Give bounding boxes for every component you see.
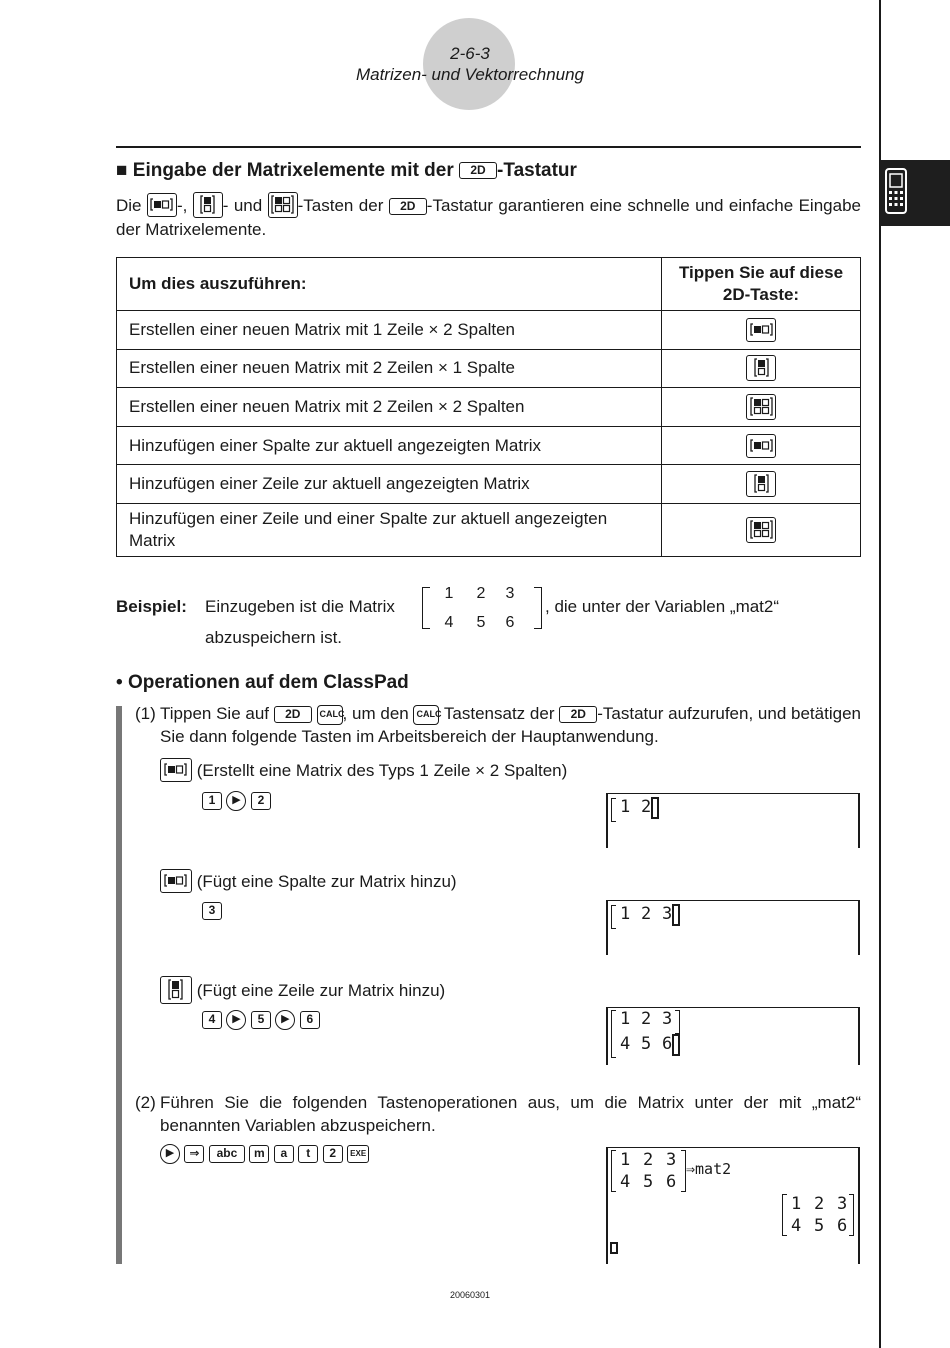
calculator-icon: [880, 160, 950, 226]
matrix-value: 6: [505, 614, 515, 631]
table-row: [117, 349, 861, 388]
screen-value: 2: [643, 1150, 654, 1170]
intro-text: - und: [222, 196, 263, 215]
screen-value: 2: [641, 797, 652, 817]
table-row: [117, 503, 861, 556]
cursor: [610, 1242, 618, 1254]
substep-caption: [160, 758, 567, 782]
matrix-value: 4: [444, 614, 454, 631]
matrix-1x2-icon: [147, 193, 177, 217]
table-cell-action: Hinzufügen einer Zeile zur aktuell angezeigten Matrix: [117, 465, 662, 504]
matrix-2x2-icon: [746, 394, 776, 420]
matrix-2x1-icon: [746, 355, 776, 381]
matrix-bracket-left: [422, 587, 430, 629]
screen-value: 1: [791, 1194, 802, 1214]
step-text: Tastensatz der: [443, 704, 555, 723]
matrix-value: 2: [476, 585, 486, 602]
screen-bracket-left: [782, 1194, 787, 1236]
key-right-arrow-icon: ▶: [226, 1010, 246, 1030]
table-cell-action: Hinzufügen einer Spalte zur aktuell angezeigten Matrix: [117, 426, 662, 465]
substep-caption: [160, 976, 445, 1004]
square-bullet-icon: ■: [116, 160, 128, 181]
screen-value: 2: [641, 1009, 652, 1029]
key-t: t: [298, 1145, 318, 1163]
heading-text: Eingabe der Matrixelemente mit der: [132, 160, 454, 181]
screen-value: 1: [620, 1150, 631, 1170]
store-target: ⇒mat2: [686, 1160, 732, 1178]
table-header-action: Um dies auszuführen:: [117, 258, 662, 311]
screen-value: 1: [620, 797, 631, 817]
key-2: 2: [323, 1145, 343, 1163]
matrix-value: 1: [444, 585, 454, 602]
key-abc: abc: [209, 1145, 245, 1163]
matrix-2x1-icon: [160, 976, 192, 1004]
matrix-2x1-icon: [193, 192, 223, 218]
table-cell-key: [662, 311, 861, 350]
calculator-screen: [606, 900, 860, 955]
screen-bracket-left: [611, 798, 616, 822]
screen-value: 4: [791, 1216, 802, 1236]
calculator-screen: [606, 793, 860, 848]
example-matrix: [422, 585, 542, 631]
intro-text: -,: [176, 196, 188, 215]
key-6: 6: [300, 1011, 320, 1029]
cursor: [672, 1034, 680, 1056]
screen-value: 2: [641, 904, 652, 924]
screen-value: 6: [837, 1216, 848, 1236]
substep-caption: [160, 869, 457, 893]
round-bullet-icon: •: [116, 672, 123, 693]
matrix-1x2-icon: [160, 758, 192, 782]
key-right-arrow-icon: ▶: [226, 791, 246, 811]
screen-value: 1: [620, 1009, 631, 1029]
table-cell-key: [662, 465, 861, 504]
matrix-2x2-icon: [268, 192, 298, 218]
key-m: m: [249, 1145, 269, 1163]
intro-text: -Tasten der: [297, 196, 384, 215]
table-cell-action: Erstellen einer neuen Matrix mit 2 Zeilen × 2 Spalten: [117, 388, 662, 427]
key-exe: EXE: [347, 1145, 369, 1163]
step2-text: Führen Sie die folgenden Tastenoperationen aus, um die Matrix unter der mit „mat2“ benannten Variablen abzuspeichern.: [160, 1093, 861, 1135]
key-sequence: [202, 902, 222, 920]
section-heading: [116, 160, 577, 182]
table-cell-key: [662, 349, 861, 388]
key-function-table: [116, 257, 861, 557]
key-4: 4: [202, 1011, 222, 1029]
screen-value: 5: [814, 1216, 825, 1236]
calculator-screen: [606, 1007, 860, 1065]
matrix-1x2-icon: [746, 318, 776, 342]
step-number: (1): [135, 704, 156, 723]
table-header-key: Tippen Sie auf diese 2D-Taste:: [662, 258, 861, 311]
intro-text: Die: [116, 196, 142, 215]
key-sequence: [202, 791, 271, 811]
screen-value: 4: [620, 1172, 631, 1192]
caption-text: (Fügt eine Zeile zur Matrix hinzu): [196, 981, 446, 1000]
table-row: [117, 426, 861, 465]
calculator-screen: [606, 1147, 860, 1264]
screen-value: 3: [837, 1194, 848, 1214]
page-number: 2-6-3: [450, 44, 490, 63]
step-number: (2): [135, 1093, 156, 1112]
screen-value: 3: [662, 904, 673, 924]
screen-bracket-left: [611, 1150, 616, 1192]
screen-bracket-right: [675, 1010, 680, 1034]
intro-text: -Tastatur garantieren eine schnelle und einfache Eingabe der Matrixelemente.: [116, 196, 861, 239]
step-text: Tippen Sie auf: [160, 704, 270, 723]
example-text: Einzugeben ist die Matrix: [205, 597, 395, 616]
chapter-title: Matrizen- und Vektorrechnung: [355, 65, 585, 84]
key-store-arrow-icon: ⇒: [184, 1145, 204, 1163]
example-text-tail: , die unter der Variablen „mat2“: [545, 597, 780, 616]
matrix-1x2-icon: [746, 434, 776, 458]
screen-value: 6: [662, 1034, 673, 1054]
footer-date-code: 20060301: [449, 1290, 491, 1300]
key-2d: 2D: [559, 706, 597, 723]
header-circle: [423, 18, 515, 110]
step-text: -Tastatur aufzurufen, und betätigen Sie dann folgende Tasten im Arbeitsbereich der Hauptanwendung.: [160, 704, 861, 746]
screen-value: 5: [643, 1172, 654, 1192]
table-cell-action: Erstellen einer neuen Matrix mit 2 Zeilen × 1 Spalte: [117, 349, 662, 388]
example-text-line2: abzuspeichern ist.: [205, 628, 343, 647]
screen-value: 6: [666, 1172, 677, 1192]
screen-value: 5: [641, 1034, 652, 1054]
step-text: , um den: [342, 704, 409, 723]
cursor: [651, 797, 659, 819]
key-right-arrow-icon: ▶: [160, 1144, 180, 1164]
screen-bracket-left: [611, 1010, 616, 1058]
step1-text: [160, 702, 861, 748]
intro-paragraph: [116, 192, 861, 241]
table-cell-key: [662, 426, 861, 465]
table-row: [117, 388, 861, 427]
table-cell-action: Hinzufügen einer Zeile und einer Spalte zur aktuell angezeigten Matrix: [117, 503, 662, 556]
key-calc: CALC: [413, 705, 439, 725]
key-2d: 2D: [389, 198, 427, 215]
screen-value: 3: [662, 1009, 673, 1029]
key-2d: 2D: [459, 162, 497, 179]
operations-heading-text: Operationen auf dem ClassPad: [127, 672, 409, 693]
table-cell-action: Erstellen einer neuen Matrix mit 1 Zeile × 2 Spalten: [117, 311, 662, 350]
table-header-row: [117, 258, 861, 311]
caption-text: (Erstellt eine Matrix des Typs 1 Zeile × 2 Spalten): [196, 761, 568, 780]
screen-bracket-left: [611, 905, 616, 929]
chapter-tab: [880, 160, 950, 226]
table-row: [117, 311, 861, 350]
key-calc: CALC: [317, 705, 343, 725]
key-sequence: [202, 1010, 320, 1030]
screen-value: 4: [620, 1034, 631, 1054]
screen-value: 3: [666, 1150, 677, 1170]
cursor: [672, 904, 680, 926]
table-cell-key: [662, 503, 861, 556]
operations-heading: [116, 672, 409, 694]
table-row: [117, 465, 861, 504]
key-right-arrow-icon: ▶: [275, 1010, 295, 1030]
procedure-bar: [116, 706, 122, 1264]
key-3: 3: [202, 902, 222, 920]
matrix-bracket-right: [534, 587, 542, 629]
screen-value: 1: [620, 904, 631, 924]
key-5: 5: [251, 1011, 271, 1029]
key-sequence: [160, 1144, 369, 1164]
matrix-2x2-icon: [746, 517, 776, 543]
table-cell-key: [662, 388, 861, 427]
example-label: Beispiel:: [116, 597, 187, 616]
matrix-value: 5: [476, 614, 486, 631]
key-1: 1: [202, 792, 222, 810]
section-rule: [116, 146, 861, 148]
screen-bracket-right: [849, 1194, 854, 1236]
matrix-2x1-icon: [746, 471, 776, 497]
key-2d: 2D: [274, 706, 312, 723]
matrix-1x2-icon: [160, 869, 192, 893]
caption-text: (Fügt eine Spalte zur Matrix hinzu): [196, 872, 457, 891]
heading-suffix: -Tastatur: [497, 160, 577, 181]
key-2: 2: [251, 792, 271, 810]
key-a: a: [274, 1145, 294, 1163]
screen-value: 2: [814, 1194, 825, 1214]
matrix-value: 3: [505, 585, 515, 602]
